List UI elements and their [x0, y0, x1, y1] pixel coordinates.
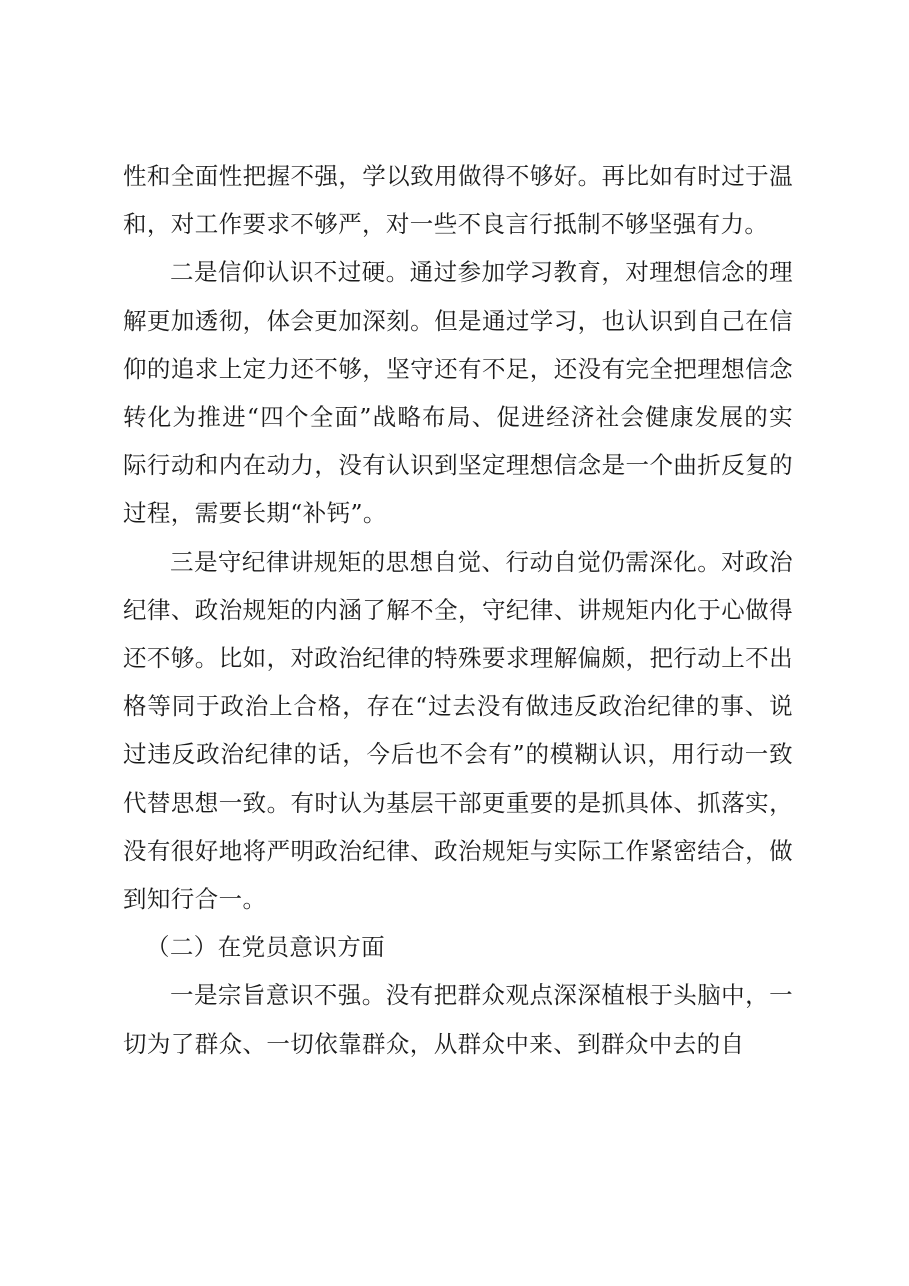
section-heading-party-member-awareness: （二）在党员意识方面	[146, 933, 385, 962]
paragraph-faith-awareness: 二是信仰认识不过硬。通过参加学习教育，对理想信念的理解更加透彻，体会更加深刻。但是通过学习，也认识到自己在信仰的追求上定力还不够，坚守还有不足，还没有完全把理想信念转化为推进“四个全面”战略布局、促进经济社会健康发展的实际行动和内在动力，没有认识到坚定理想信念是一个曲折反复的过程，需要长期“补钙”。	[123, 258, 793, 528]
paragraph-discipline-rules: 三是守纪律讲规矩的思想自觉、行动自觉仍需深化。对政治纪律、政治规矩的内涵了解不全，守纪律、讲规矩内化于心做得还不够。比如，对政治纪律的特殊要求理解偏颇，把行动上不出格等同于政治上合格，存在“过去没有做违反政治纪律的事、说过违反政治纪律的话，今后也不会有”的模糊认识，用行动一致代替思想一致。有时认为基层干部更重要的是抓具体、抓落实，没有很好地将严明政治纪律、政治规矩与实际工作紧密结合，做到知行合一。	[123, 547, 793, 914]
paragraph-continuation: 性和全面性把握不强，学以致用做得不够好。再比如有时过于温和，对工作要求不够严，对一些不良言行抵制不够坚强有力。	[123, 162, 793, 239]
paragraph-purpose-awareness: 一是宗旨意识不强。没有把群众观点深深植根于头脑中，一切为了群众、一切依靠群众，从群众中来、到群众中去的自	[123, 981, 793, 1058]
document-body	[123, 152, 793, 1068]
